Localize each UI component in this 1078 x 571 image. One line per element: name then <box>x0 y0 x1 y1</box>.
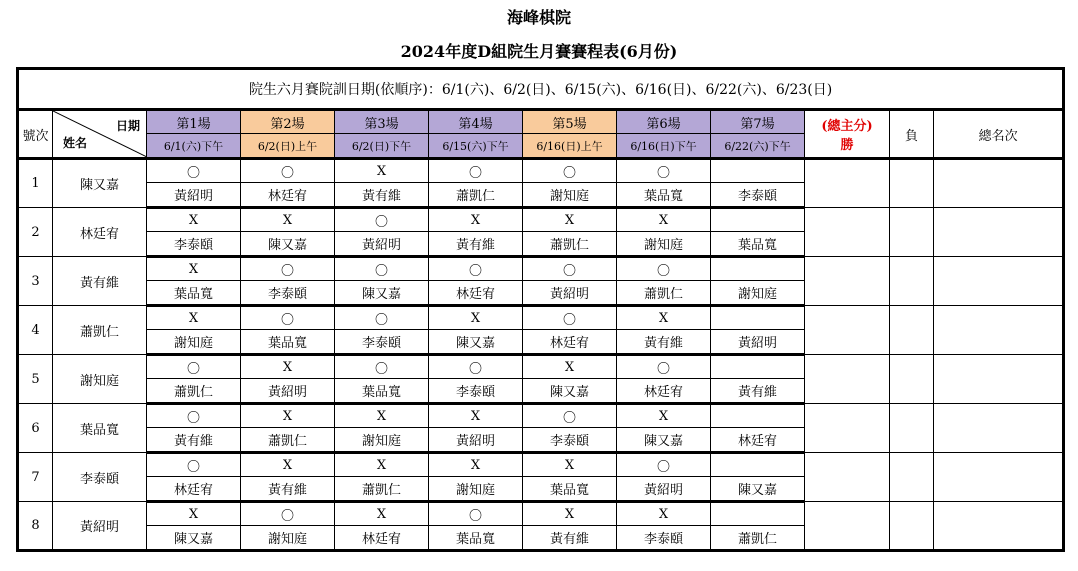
round-7-date: 6/22(六)下午 <box>711 134 805 159</box>
opponent-cell: 林廷宥 <box>617 379 711 404</box>
result-cell: 〇 <box>147 404 241 428</box>
player-name: 林廷宥 <box>53 208 147 257</box>
player-row <box>18 355 1064 379</box>
opponent-cell: 陳又嘉 <box>523 379 617 404</box>
opponent-cell: 黃有維 <box>523 526 617 551</box>
player-number: 1 <box>18 159 53 208</box>
opponent-cell: 謝知庭 <box>147 330 241 355</box>
opponent-cell: 李泰頤 <box>523 428 617 453</box>
player-name: 黃紹明 <box>53 502 147 551</box>
opponent-cell: 謝知庭 <box>241 526 335 551</box>
result-cell: X <box>429 208 523 232</box>
opponent-cell: 謝知庭 <box>523 183 617 208</box>
result-cell: 〇 <box>429 159 523 183</box>
opponent-cell: 黃紹明 <box>711 330 805 355</box>
result-cell: X <box>429 404 523 428</box>
rank-cell <box>934 257 1064 306</box>
wins-cell <box>805 404 890 453</box>
player-number: 6 <box>18 404 53 453</box>
result-cell: X <box>617 404 711 428</box>
result-cell: 〇 <box>241 502 335 526</box>
opponent-cell: 謝知庭 <box>335 428 429 453</box>
result-cell <box>711 502 805 526</box>
result-cell: X <box>335 404 429 428</box>
result-cell: 〇 <box>335 355 429 379</box>
result-cell <box>711 208 805 232</box>
round-5-label: 第5場 <box>523 110 617 134</box>
opponent-cell: 陳又嘉 <box>147 526 241 551</box>
round-2-label: 第2場 <box>241 110 335 134</box>
result-cell: X <box>335 453 429 477</box>
player-number: 5 <box>18 355 53 404</box>
result-cell <box>711 257 805 281</box>
wins-cell <box>805 355 890 404</box>
player-name: 蕭凱仁 <box>53 306 147 355</box>
training-dates-notice: 院生六月賽院訓日期(依順序)：6/1(六)、6/2(日)、6/15(六)、6/16(日)、6/22(六)、6/23(日) <box>18 69 1064 110</box>
player-row <box>18 453 1064 477</box>
opponent-cell: 葉品寬 <box>147 281 241 306</box>
result-cell: 〇 <box>335 208 429 232</box>
result-cell: 〇 <box>241 257 335 281</box>
opponent-cell: 黃有維 <box>711 379 805 404</box>
round-1-label: 第1場 <box>147 110 241 134</box>
opponent-cell: 黃紹明 <box>429 428 523 453</box>
opponent-cell: 李泰頤 <box>335 330 429 355</box>
result-cell <box>711 355 805 379</box>
opponent-cell: 黃有維 <box>147 428 241 453</box>
opponent-cell: 葉品寬 <box>335 379 429 404</box>
opponent-cell: 謝知庭 <box>617 232 711 257</box>
opponent-cell: 謝知庭 <box>711 281 805 306</box>
opponent-cell: 葉品寬 <box>617 183 711 208</box>
result-cell: 〇 <box>617 257 711 281</box>
result-cell: X <box>523 208 617 232</box>
wins-cell <box>805 453 890 502</box>
player-number: 3 <box>18 257 53 306</box>
opponent-cell: 林廷宥 <box>429 281 523 306</box>
player-row <box>18 208 1064 232</box>
opponent-cell: 謝知庭 <box>429 477 523 502</box>
result-cell: 〇 <box>147 453 241 477</box>
opponent-cell: 陳又嘉 <box>711 477 805 502</box>
result-cell: 〇 <box>147 159 241 183</box>
result-cell: 〇 <box>523 404 617 428</box>
result-cell: X <box>147 502 241 526</box>
result-cell: 〇 <box>241 306 335 330</box>
wins-label: 勝 <box>840 138 854 153</box>
opponent-cell: 黃有維 <box>241 477 335 502</box>
opponent-cell: 葉品寬 <box>429 526 523 551</box>
result-cell: X <box>147 208 241 232</box>
result-cell: X <box>335 159 429 183</box>
player-row <box>18 306 1064 330</box>
round-1-date: 6/1(六)下午 <box>147 134 241 159</box>
result-cell: X <box>241 355 335 379</box>
date-label: 日期 <box>115 119 140 133</box>
losses-cell <box>890 502 934 551</box>
opponent-cell: 葉品寬 <box>241 330 335 355</box>
round-3-date: 6/2(日)下午 <box>335 134 429 159</box>
result-cell: 〇 <box>523 306 617 330</box>
result-cell: X <box>241 404 335 428</box>
result-cell: X <box>617 502 711 526</box>
wins-cell <box>805 257 890 306</box>
result-cell: 〇 <box>429 257 523 281</box>
player-row <box>18 159 1064 183</box>
result-cell: 〇 <box>429 502 523 526</box>
result-cell: 〇 <box>617 453 711 477</box>
opponent-cell: 黃紹明 <box>147 183 241 208</box>
date-name-corner-header <box>53 110 147 159</box>
opponent-cell: 蕭凱仁 <box>429 183 523 208</box>
opponent-cell: 葉品寬 <box>711 232 805 257</box>
losses-cell <box>890 159 934 208</box>
wins-header <box>805 110 890 159</box>
opponent-cell: 蕭凱仁 <box>523 232 617 257</box>
result-cell: X <box>335 502 429 526</box>
opponent-cell: 黃有維 <box>617 330 711 355</box>
result-cell: X <box>429 306 523 330</box>
schedule-table <box>16 67 1065 552</box>
opponent-cell: 李泰頤 <box>711 183 805 208</box>
player-row <box>18 502 1064 526</box>
rank-cell <box>934 502 1064 551</box>
wins-cell <box>805 502 890 551</box>
name-label: 姓名 <box>63 136 88 150</box>
player-number: 4 <box>18 306 53 355</box>
result-cell: 〇 <box>147 355 241 379</box>
player-name: 葉品寬 <box>53 404 147 453</box>
opponent-cell: 黃紹明 <box>523 281 617 306</box>
result-cell: 〇 <box>335 257 429 281</box>
result-cell: X <box>241 208 335 232</box>
opponent-cell: 蕭凱仁 <box>241 428 335 453</box>
losses-cell <box>890 355 934 404</box>
num-header: 號次 <box>18 110 53 159</box>
result-cell: X <box>147 306 241 330</box>
result-cell: 〇 <box>523 159 617 183</box>
player-name: 李泰頤 <box>53 453 147 502</box>
result-cell <box>711 159 805 183</box>
player-number: 7 <box>18 453 53 502</box>
rank-cell <box>934 355 1064 404</box>
result-cell <box>711 453 805 477</box>
round-5-date: 6/16(日)上午 <box>523 134 617 159</box>
opponent-cell: 陳又嘉 <box>335 281 429 306</box>
losses-header: 負 <box>890 110 934 159</box>
opponent-cell: 李泰頤 <box>617 526 711 551</box>
result-cell: X <box>147 257 241 281</box>
opponent-cell: 陳又嘉 <box>617 428 711 453</box>
wins-cell <box>805 159 890 208</box>
round-4-label: 第4場 <box>429 110 523 134</box>
round-4-date: 6/15(六)下午 <box>429 134 523 159</box>
opponent-cell: 陳又嘉 <box>241 232 335 257</box>
result-cell: X <box>241 453 335 477</box>
org-title: 海峰棋院 <box>506 8 571 27</box>
result-cell: X <box>523 502 617 526</box>
round-2-date: 6/2(日)上午 <box>241 134 335 159</box>
player-row <box>18 404 1064 428</box>
opponent-cell: 葉品寬 <box>523 477 617 502</box>
opponent-cell: 黃紹明 <box>241 379 335 404</box>
opponent-cell: 林廷宥 <box>335 526 429 551</box>
opponent-cell: 林廷宥 <box>523 330 617 355</box>
round-7-label: 第7場 <box>711 110 805 134</box>
rank-cell <box>934 306 1064 355</box>
round-6-date: 6/16(日)下午 <box>617 134 711 159</box>
opponent-cell: 黃紹明 <box>617 477 711 502</box>
opponent-cell: 林廷宥 <box>241 183 335 208</box>
opponent-cell: 蕭凱仁 <box>617 281 711 306</box>
result-cell: X <box>429 453 523 477</box>
result-cell: 〇 <box>335 306 429 330</box>
player-name: 陳又嘉 <box>53 159 147 208</box>
result-cell: X <box>523 355 617 379</box>
opponent-cell: 黃紹明 <box>335 232 429 257</box>
round-3-label: 第3場 <box>335 110 429 134</box>
rank-header: 總名次 <box>934 110 1064 159</box>
opponent-cell: 林廷宥 <box>147 477 241 502</box>
opponent-cell: 陳又嘉 <box>429 330 523 355</box>
round-6-label: 第6場 <box>617 110 711 134</box>
result-cell <box>711 404 805 428</box>
result-cell: X <box>617 208 711 232</box>
opponent-cell: 李泰頤 <box>429 379 523 404</box>
player-number: 2 <box>18 208 53 257</box>
result-cell: X <box>617 306 711 330</box>
result-cell: X <box>523 453 617 477</box>
result-cell: 〇 <box>241 159 335 183</box>
result-cell <box>711 306 805 330</box>
opponent-cell: 蕭凱仁 <box>711 526 805 551</box>
result-cell: 〇 <box>429 355 523 379</box>
rank-cell <box>934 208 1064 257</box>
player-row <box>18 257 1064 281</box>
losses-cell <box>890 404 934 453</box>
rank-cell <box>934 453 1064 502</box>
rank-cell <box>934 404 1064 453</box>
opponent-cell: 蕭凱仁 <box>335 477 429 502</box>
result-cell: 〇 <box>523 257 617 281</box>
total-score-label: (總主分) <box>821 119 873 134</box>
losses-cell <box>890 306 934 355</box>
opponent-cell: 林廷宥 <box>711 428 805 453</box>
result-cell: 〇 <box>617 355 711 379</box>
wins-cell <box>805 306 890 355</box>
losses-cell <box>890 208 934 257</box>
opponent-cell: 李泰頤 <box>241 281 335 306</box>
player-number: 8 <box>18 502 53 551</box>
opponent-cell: 黃有維 <box>429 232 523 257</box>
rank-cell <box>934 159 1064 208</box>
wins-cell <box>805 208 890 257</box>
opponent-cell: 黃有維 <box>335 183 429 208</box>
player-name: 謝知庭 <box>53 355 147 404</box>
page-title: 2024年度D組院生月賽賽程表(6月份) <box>400 42 678 61</box>
losses-cell <box>890 453 934 502</box>
result-cell: 〇 <box>617 159 711 183</box>
player-name: 黃有維 <box>53 257 147 306</box>
opponent-cell: 李泰頤 <box>147 232 241 257</box>
losses-cell <box>890 257 934 306</box>
opponent-cell: 蕭凱仁 <box>147 379 241 404</box>
